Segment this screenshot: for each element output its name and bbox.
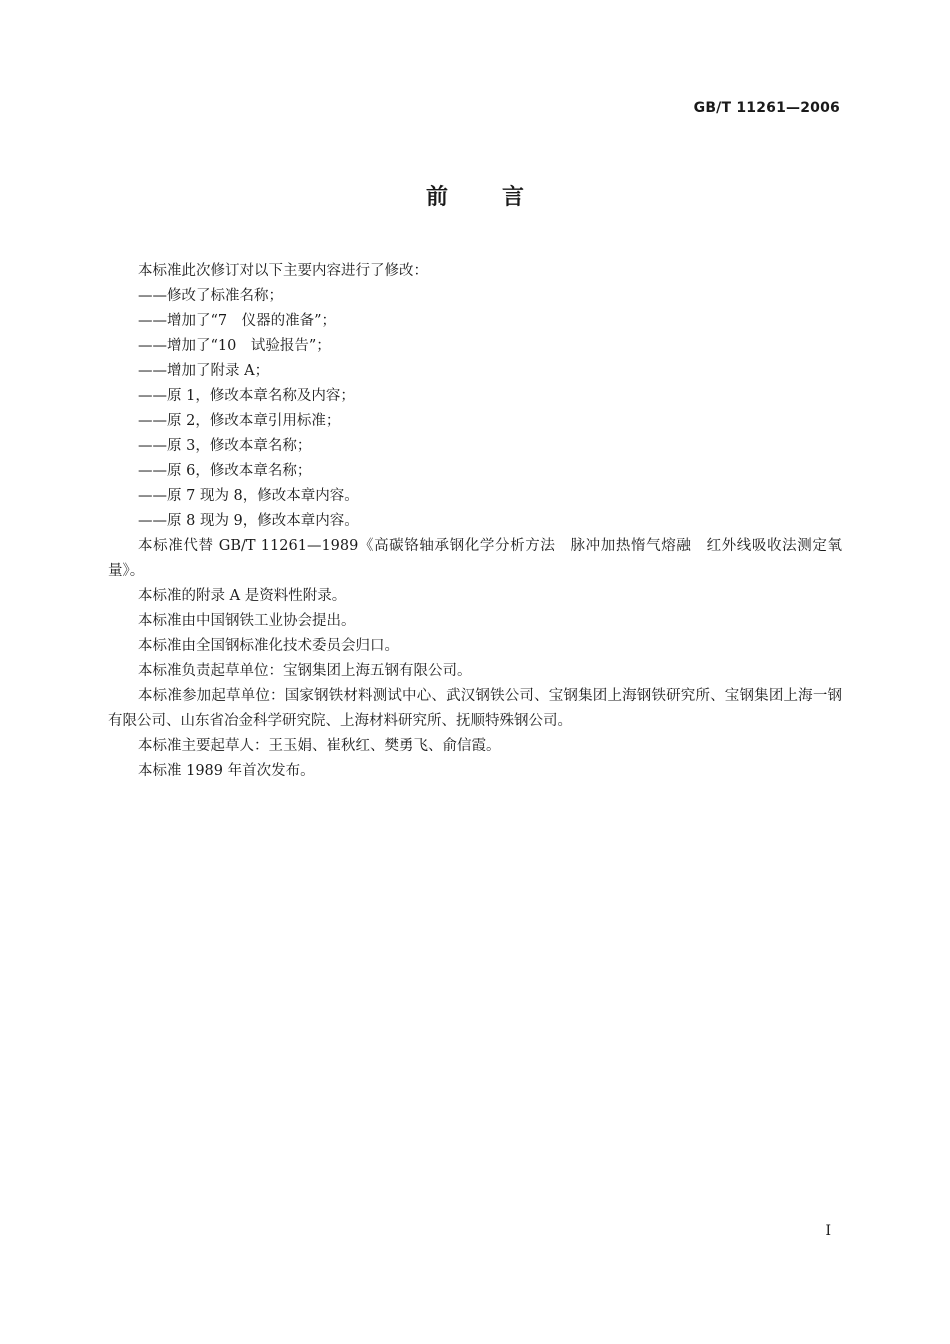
change-item: ——原 2，修改本章引用标准； — [138, 413, 341, 429]
page-number: I — [825, 1223, 831, 1239]
change-item: ——增加了附录 A； — [138, 363, 270, 379]
change-item: ——原 6，修改本章名称； — [138, 463, 312, 479]
standard-code: GB/T 11261—2006 — [693, 100, 840, 116]
paragraph-intro: 本标准此次修订对以下主要内容进行了修改： — [138, 263, 428, 279]
page-title: 前言 — [425, 185, 578, 210]
paragraph-annex: 本标准的附录 A 是资料性附录。 — [138, 588, 347, 604]
paragraph-proposed-by: 本标准由中国钢铁工业协会提出。 — [138, 613, 356, 629]
paragraph-first-release: 本标准 1989 年首次发布。 — [138, 763, 315, 779]
paragraph-responsible-drafter: 本标准负责起草单位：宝钢集团上海五钢有限公司。 — [138, 663, 472, 679]
paragraph-participating-drafters: 本标准参加起草单位：国家钢铁材料测试中心、武汉钢铁公司、宝钢集团上海钢铁研究所、宝钢集团上海一钢有限公司、山东省冶金科学研究院、上海材料研究所、抚顺特殊钢公司。 — [108, 688, 842, 729]
change-item: ——原 7 现为 8，修改本章内容。 — [138, 488, 359, 504]
change-item: ——原 1，修改本章名称及内容； — [138, 388, 355, 404]
change-item: ——原 8 现为 9，修改本章内容。 — [138, 513, 359, 529]
document-body — [108, 259, 842, 784]
paragraph-under-jurisdiction: 本标准由全国钢标准化技术委员会归口。 — [138, 638, 399, 654]
change-item: ——增加了“7 仪器的准备”； — [138, 313, 337, 329]
paragraph-main-drafters: 本标准主要起草人：王玉娟、崔秋红、樊勇飞、俞信霞。 — [138, 738, 501, 754]
paragraph-replaces: 本标准代替 GB/T 11261—1989《高碳铬轴承钢化学分析方法 脉冲加热惰气熔融 红外线吸收法测定氧量》。 — [108, 538, 842, 579]
change-item: ——原 3，修改本章名称； — [138, 438, 312, 454]
change-item: ——增加了“10 试验报告”； — [138, 338, 331, 354]
change-item: ——修改了标准名称； — [138, 288, 283, 304]
